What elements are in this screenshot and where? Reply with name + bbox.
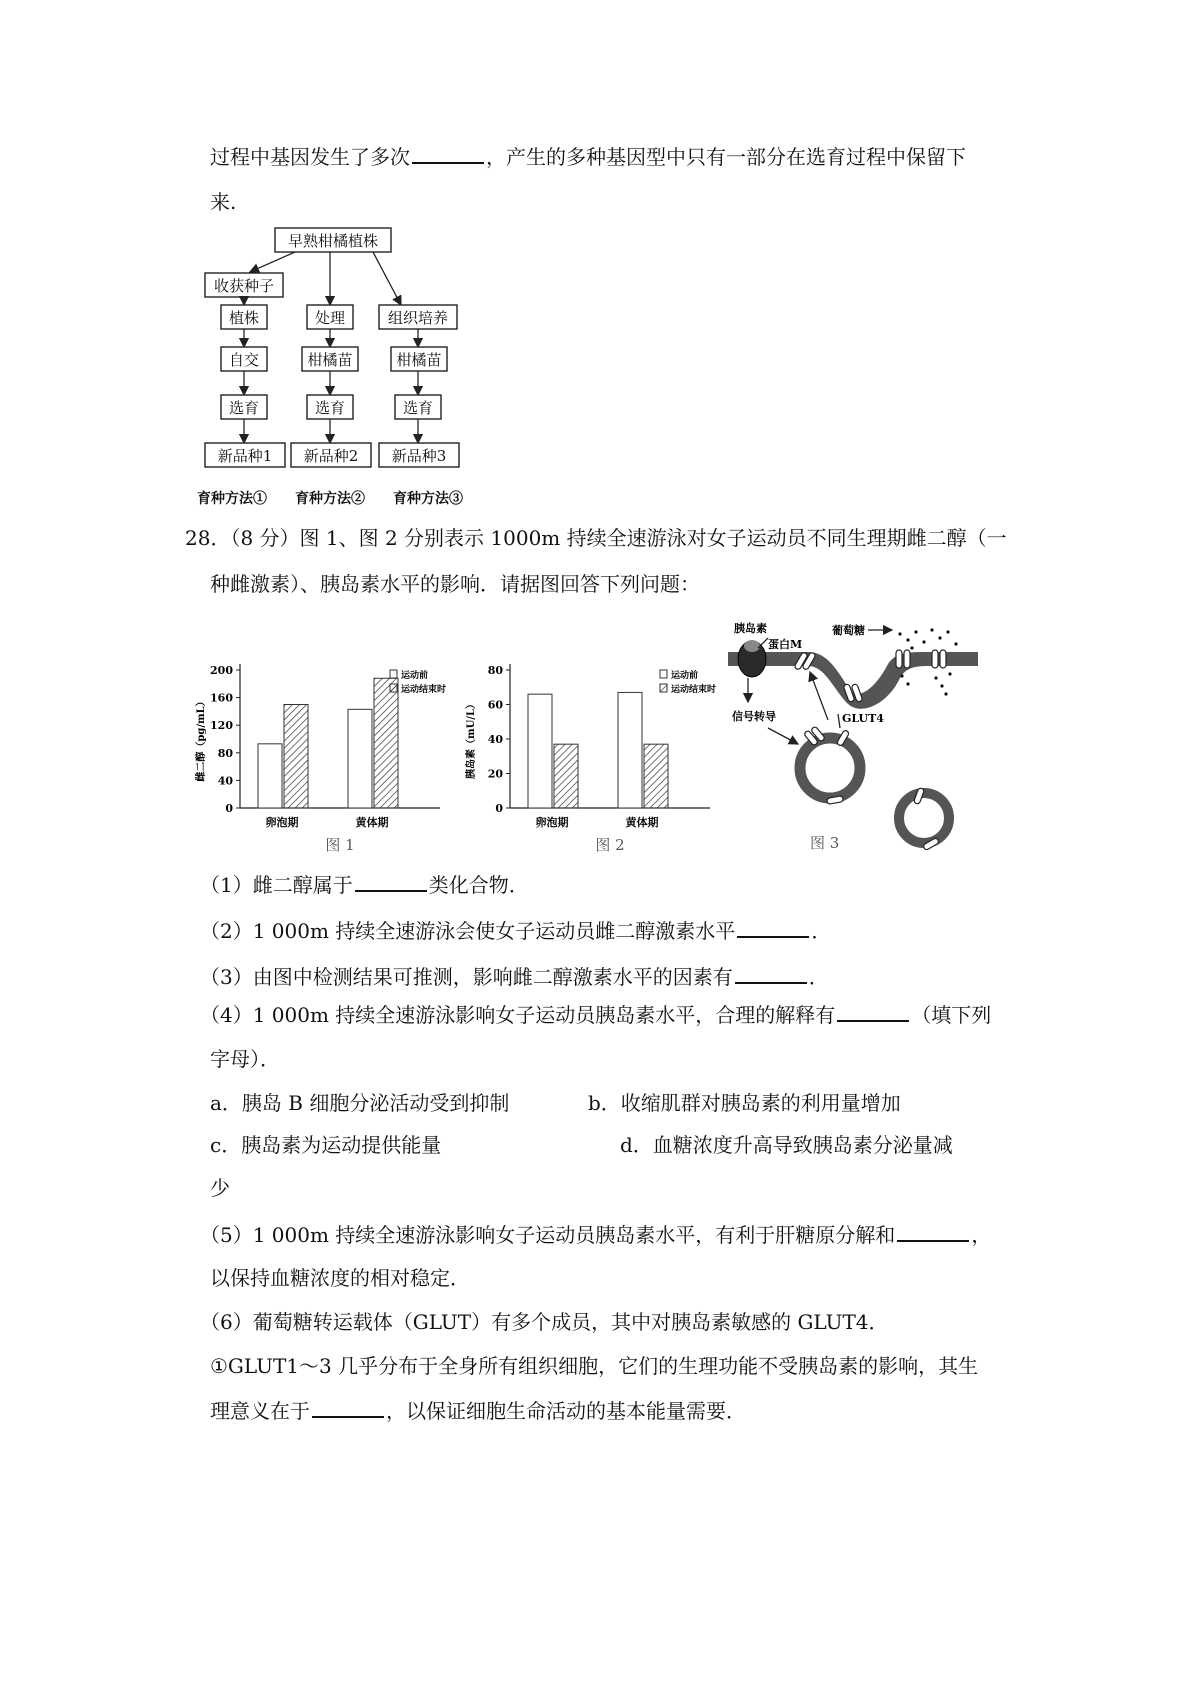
q1-text-b: 类化合物． bbox=[428, 873, 529, 897]
flow-col2-box-4 bbox=[291, 443, 371, 467]
answer-blank[interactable] bbox=[737, 916, 809, 938]
flow-col1-box-1 bbox=[205, 273, 283, 297]
flow-col1-item: 选育 bbox=[228, 399, 260, 417]
flow-col3-item: 新品种3 bbox=[391, 447, 447, 465]
y-tick-label: 0 bbox=[495, 802, 503, 815]
y-tick-label: 80 bbox=[487, 664, 503, 677]
q6-1-line-1: ①GLUT1～3 几乎分布于全身所有组织细胞，它们的生理功能不受胰岛素的影响，其生 bbox=[210, 1354, 979, 1378]
q2-text-a: （2）1 000m 持续全速游泳会使女子运动员雌二醇激素水平 bbox=[200, 919, 736, 943]
legend-label: 运动前 bbox=[671, 671, 699, 681]
flow-col2-item: 选育 bbox=[314, 399, 346, 417]
figure-3-caption: 图 3 bbox=[810, 834, 840, 852]
figure-1-chart bbox=[190, 658, 460, 858]
answer-blank[interactable] bbox=[412, 142, 484, 164]
q6-1-text-b: ，以保证细胞生命活动的基本能量需要． bbox=[386, 1399, 746, 1423]
method-label-1: 育种方法① bbox=[197, 491, 267, 507]
label-signal: 信号转导 bbox=[732, 710, 776, 723]
legend-swatch bbox=[390, 670, 397, 678]
flow-root-box bbox=[275, 228, 391, 252]
q4-line-2: 字母）． bbox=[210, 1047, 280, 1071]
y-tick-label: 120 bbox=[210, 719, 233, 733]
legend-swatch bbox=[660, 670, 667, 678]
flow-col2-box-1 bbox=[307, 305, 353, 329]
q6-line: （6）葡萄糖转运载体（GLUT）有多个成员，其中对胰岛素敏感的 GLUT4． bbox=[200, 1310, 889, 1334]
y-tick-label: 20 bbox=[487, 767, 503, 781]
bar-after bbox=[644, 744, 668, 808]
flow-col1-box-3 bbox=[221, 347, 267, 371]
flow-col3-box-3 bbox=[395, 395, 441, 419]
q6-1-line-2 bbox=[210, 1396, 746, 1425]
bar-before bbox=[258, 744, 282, 808]
intro-line-2: 来. bbox=[210, 190, 237, 214]
flow-col1-item: 植株 bbox=[228, 309, 260, 327]
y-tick-label: 40 bbox=[217, 774, 233, 788]
y-tick-label: 40 bbox=[487, 733, 503, 746]
flow-col1-box-2 bbox=[221, 305, 267, 329]
q3-text-b: ． bbox=[808, 965, 829, 989]
bar-before bbox=[618, 692, 642, 808]
intro-line-1 bbox=[210, 142, 966, 171]
label-glut4: GLUT4 bbox=[842, 712, 884, 725]
x-category-label: 卵泡期 bbox=[265, 816, 299, 829]
bar-after bbox=[284, 705, 308, 809]
label-glucose: 葡萄糖 bbox=[832, 624, 865, 637]
vesicle-icon bbox=[800, 738, 860, 798]
question-28-line-2: 种雌激素）、胰岛素水平的影响．请据图回答下列问题： bbox=[210, 572, 700, 596]
bar-before bbox=[348, 709, 372, 808]
breeding-flowchart bbox=[195, 225, 525, 515]
intro-text-a: 过程中基因发生了多次 bbox=[210, 145, 410, 169]
label-protein-m: 蛋白M bbox=[768, 638, 803, 651]
flow-col3-item: 柑橘苗 bbox=[396, 351, 442, 369]
option-d-line-2: 少 bbox=[210, 1176, 230, 1200]
q6-1-text-a: 理意义在于 bbox=[210, 1399, 310, 1423]
flow-col3-item: 选育 bbox=[402, 399, 434, 417]
q5-text-a: （5）1 000m 持续全速游泳影响女子运动员胰岛素水平，有利于肝糖原分解和 bbox=[200, 1223, 896, 1247]
q1-line bbox=[200, 870, 529, 899]
legend-swatch bbox=[660, 684, 667, 692]
flow-col1-item: 自交 bbox=[228, 351, 260, 369]
label-insulin: 胰岛素 bbox=[734, 622, 767, 635]
y-axis-label: 雌二醇（pg/mL） bbox=[196, 696, 207, 782]
flow-col2-box-3 bbox=[307, 395, 353, 419]
x-category-label: 卵泡期 bbox=[535, 816, 569, 829]
flow-col3-box-4 bbox=[379, 443, 459, 467]
answer-blank[interactable] bbox=[837, 1000, 909, 1022]
q4-text-a: （4）1 000m 持续全速游泳影响女子运动员胰岛素水平，合理的解释有 bbox=[200, 1003, 836, 1027]
flow-col1-item: 收获种子 bbox=[213, 277, 275, 295]
flow-col3-item: 组织培养 bbox=[387, 309, 449, 327]
option-b: b．收缩肌群对胰岛素的利用量增加 bbox=[588, 1091, 901, 1115]
legend-label: 运动结束时 bbox=[401, 685, 447, 695]
y-tick-label: 0 bbox=[225, 802, 233, 815]
answer-blank[interactable] bbox=[355, 870, 427, 892]
x-category-label: 黄体期 bbox=[625, 816, 659, 829]
flow-col2-box-2 bbox=[302, 347, 358, 371]
y-tick-label: 200 bbox=[210, 664, 233, 677]
flow-col1-item: 新品种1 bbox=[217, 447, 273, 465]
option-c: c．胰岛素为运动提供能量 bbox=[210, 1133, 442, 1157]
legend-swatch bbox=[390, 684, 397, 692]
flow-col1-box-5 bbox=[205, 443, 285, 467]
legend-label: 运动结束时 bbox=[671, 685, 717, 695]
option-d: d．血糖浓度升高导致胰岛素分泌量减 bbox=[620, 1133, 953, 1157]
answer-blank[interactable] bbox=[735, 962, 807, 984]
flow-col3-box-1 bbox=[379, 305, 457, 329]
y-tick-label: 60 bbox=[487, 698, 503, 712]
method-label-3: 育种方法③ bbox=[393, 491, 463, 507]
option-a: a．胰岛 B 细胞分泌活动受到抑制 bbox=[210, 1091, 510, 1115]
y-tick-label: 160 bbox=[210, 691, 233, 705]
q1-text-a: （1）雌二醇属于 bbox=[200, 873, 353, 897]
q2-line bbox=[200, 916, 831, 945]
q3-text-a: （3）由图中检测结果可推测，影响雌二醇激素水平的因素有 bbox=[200, 965, 733, 989]
glut4-icon bbox=[804, 726, 940, 851]
q2-text-b: ． bbox=[811, 919, 832, 943]
flow-root: 早熟柑橘植株 bbox=[287, 232, 379, 250]
question-28-line-1: 28．（8 分）图 1、图 2 分别表示 1000m 持续全速游泳对女子运动员不同生理期雌二醇（一 bbox=[185, 526, 1007, 550]
vesicle-icon bbox=[899, 793, 949, 843]
legend-label: 运动前 bbox=[401, 671, 429, 681]
flow-col2-item: 柑橘苗 bbox=[307, 351, 353, 369]
method-label-2: 育种方法② bbox=[295, 491, 365, 507]
answer-blank[interactable] bbox=[312, 1396, 384, 1418]
q4-line bbox=[200, 1000, 991, 1029]
bar-before bbox=[528, 694, 552, 808]
answer-blank[interactable] bbox=[897, 1220, 969, 1242]
figure-2-chart bbox=[460, 658, 730, 858]
q4-text-b: （填下列 bbox=[911, 1003, 992, 1027]
x-category-label: 黄体期 bbox=[355, 816, 389, 829]
y-axis-label: 胰岛素（mU/L） bbox=[466, 699, 477, 779]
flow-col2-item: 处理 bbox=[314, 309, 346, 327]
chart-title: 图 2 bbox=[595, 836, 625, 854]
q5-line bbox=[200, 1220, 991, 1249]
flow-col3-box-2 bbox=[391, 347, 447, 371]
intro-text-b: ，产生的多种基因型中只有一部分在选育过程中保留下 bbox=[486, 145, 966, 169]
flow-col2-item: 新品种2 bbox=[303, 447, 359, 465]
chart-title: 图 1 bbox=[325, 836, 355, 854]
q5-line-2: 以保持血糖浓度的相对稳定． bbox=[210, 1266, 470, 1290]
flow-col1-box-4 bbox=[221, 395, 267, 419]
figure-3-diagram bbox=[728, 622, 988, 860]
insulin-icon bbox=[744, 640, 760, 652]
bar-after bbox=[554, 744, 578, 808]
q5-text-b: ， bbox=[971, 1223, 992, 1247]
bar-after bbox=[374, 678, 398, 808]
y-tick-label: 80 bbox=[217, 746, 233, 760]
q3-line bbox=[200, 962, 829, 991]
